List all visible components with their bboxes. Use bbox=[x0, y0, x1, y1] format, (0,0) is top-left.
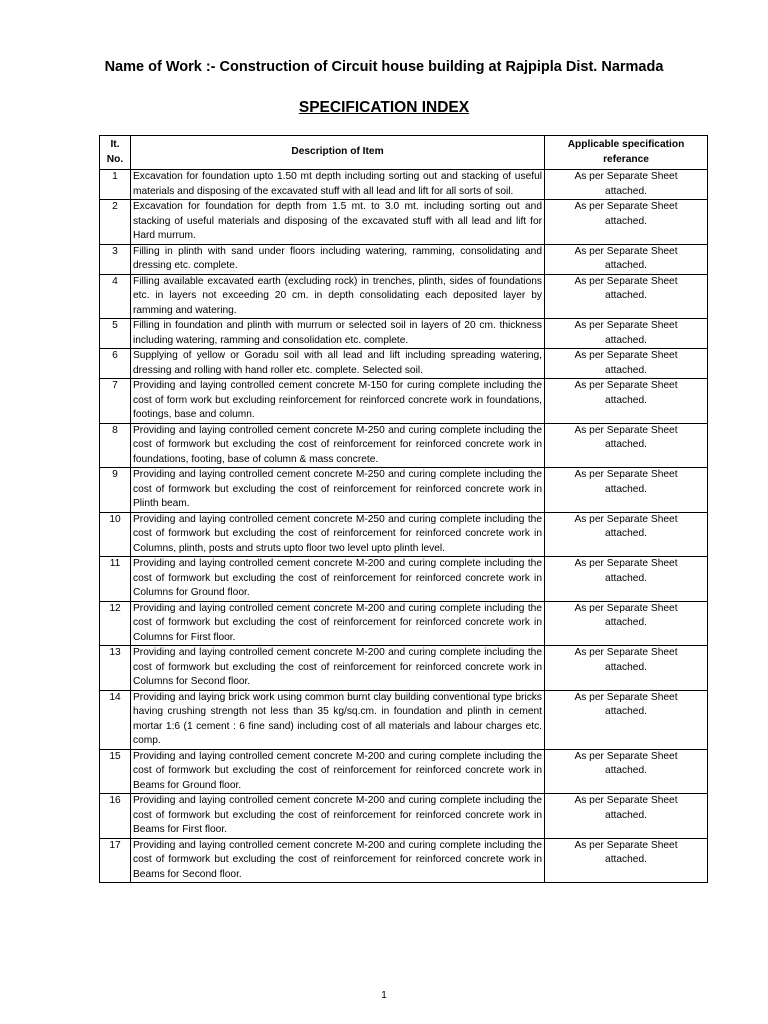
specification-table bbox=[99, 135, 708, 883]
item-number: 16 bbox=[100, 794, 131, 839]
table-row bbox=[100, 200, 708, 245]
table-row bbox=[100, 423, 708, 468]
page-heading: SPECIFICATION INDEX bbox=[298, 99, 470, 116]
item-description: Excavation for foundation upto 1.50 mt depth including sorting out and stacking of useful materials and disposing of the excavated stuff with all lead and lift for all sorts of soil. bbox=[131, 170, 545, 200]
table-row bbox=[100, 379, 708, 424]
table-row bbox=[100, 349, 708, 379]
table-body bbox=[100, 170, 708, 883]
header-description: Description of Item bbox=[131, 136, 545, 170]
item-description: Providing and laying controlled cement concrete M-200 and curing complete including the cost of formwork but excluding the cost of reinforcement for reinforced concrete work in Beams for Ground floor. bbox=[131, 749, 545, 794]
item-description: Providing and laying controlled cement concrete M-200 and curing complete including the cost of formwork but excluding the cost of reinforcement for reinforced concrete work in Beams for Second floor. bbox=[131, 838, 545, 883]
table-row bbox=[100, 794, 708, 839]
item-reference: As per Separate Sheet attached. bbox=[545, 200, 708, 245]
item-number: 10 bbox=[100, 512, 131, 557]
item-reference: As per Separate Sheet attached. bbox=[545, 794, 708, 839]
item-reference: As per Separate Sheet attached. bbox=[545, 170, 708, 200]
item-description: Providing and laying controlled cement concrete M-250 and curing complete including the cost of formwork but excluding the cost of reinforcement for reinforced concrete work in Columns, plinth, posts and struts upto floor two level upto plinth level. bbox=[131, 512, 545, 557]
item-reference: As per Separate Sheet attached. bbox=[545, 512, 708, 557]
item-description: Filling in plinth with sand under floors including watering, ramming, consolidating and dressing etc. complete. bbox=[131, 244, 545, 274]
item-description: Providing and laying controlled cement concrete M-200 and curing complete including the cost of formwork but excluding the cost of reinforcement for reinforced concrete work in Columns for First floor. bbox=[131, 601, 545, 646]
item-number: 5 bbox=[100, 319, 131, 349]
item-reference: As per Separate Sheet attached. bbox=[545, 557, 708, 602]
item-number: 4 bbox=[100, 274, 131, 319]
item-description: Excavation for foundation for depth from 1.5 mt. to 3.0 mt. including sorting out and stacking of useful materials and disposing of the excavated stuff with all lead and lift for Hard murrum. bbox=[131, 200, 545, 245]
item-reference: As per Separate Sheet attached. bbox=[545, 274, 708, 319]
item-number: 7 bbox=[100, 379, 131, 424]
item-reference: As per Separate Sheet attached. bbox=[545, 244, 708, 274]
item-reference: As per Separate Sheet attached. bbox=[545, 646, 708, 691]
table-row bbox=[100, 274, 708, 319]
item-number: 8 bbox=[100, 423, 131, 468]
item-reference: As per Separate Sheet attached. bbox=[545, 423, 708, 468]
item-reference: As per Separate Sheet attached. bbox=[545, 749, 708, 794]
item-number: 6 bbox=[100, 349, 131, 379]
table-row bbox=[100, 319, 708, 349]
page-number: 1 bbox=[381, 990, 387, 1001]
item-number: 12 bbox=[100, 601, 131, 646]
item-description: Filling in foundation and plinth with murrum or selected soil in layers of 20 cm. thickness including watering, ramming and consolidation etc. complete. bbox=[131, 319, 545, 349]
table-row bbox=[100, 170, 708, 200]
table-row bbox=[100, 244, 708, 274]
item-number: 9 bbox=[100, 468, 131, 513]
item-description: Providing and laying controlled cement concrete M-250 and curing complete including the cost of formwork but excluding the cost of reinforcement for reinforced concrete work in foundations, footing, base of column & mass concrete. bbox=[131, 423, 545, 468]
work-title: Name of Work :- Construction of Circuit house building at Rajpipla Dist. Narmada bbox=[104, 59, 664, 75]
table-row bbox=[100, 468, 708, 513]
item-description: Providing and laying brick work using common burnt clay building conventional type bricks having crushing strength not less than 35 kg/sq.cm. in foundation and plinth in cement mortar 1:6 (1 cement : 6 fine sand) including cost of all materials and labour charges etc. comp. bbox=[131, 690, 545, 749]
item-number: 2 bbox=[100, 200, 131, 245]
header-reference: Applicable specification referance bbox=[545, 136, 708, 170]
table-row bbox=[100, 690, 708, 749]
table-row bbox=[100, 749, 708, 794]
table-row bbox=[100, 512, 708, 557]
item-description: Providing and laying controlled cement concrete M-200 and curing complete including the cost of formwork but excluding the cost of reinforcement for reinforced concrete work in Columns for Ground floor. bbox=[131, 557, 545, 602]
table-header-row bbox=[100, 136, 708, 170]
item-number: 3 bbox=[100, 244, 131, 274]
item-description: Supplying of yellow or Goradu soil with all lead and lift including spreading watering, dressing and rolling with hand roller etc. complete. Selected soil. bbox=[131, 349, 545, 379]
header-item-no: It. No. bbox=[100, 136, 131, 170]
item-description: Filling available excavated earth (excluding rock) in trenches, plinth, sides of foundations etc. in layers not exceeding 20 cm. in depth consolidating each deposited layer by ramming and watering. bbox=[131, 274, 545, 319]
item-reference: As per Separate Sheet attached. bbox=[545, 319, 708, 349]
item-description: Providing and laying controlled cement concrete M-150 for curing complete including the cost of form work but excluding reinforcement for reinforced concrete work in foundations, footings, base and column. bbox=[131, 379, 545, 424]
item-reference: As per Separate Sheet attached. bbox=[545, 601, 708, 646]
item-number: 14 bbox=[100, 690, 131, 749]
item-reference: As per Separate Sheet attached. bbox=[545, 379, 708, 424]
item-reference: As per Separate Sheet attached. bbox=[545, 690, 708, 749]
table-row bbox=[100, 838, 708, 883]
item-number: 17 bbox=[100, 838, 131, 883]
item-number: 13 bbox=[100, 646, 131, 691]
item-description: Providing and laying controlled cement concrete M-200 and curing complete including the cost of formwork but excluding the cost of reinforcement for reinforced concrete work in Beams for First floor. bbox=[131, 794, 545, 839]
item-number: 15 bbox=[100, 749, 131, 794]
item-number: 11 bbox=[100, 557, 131, 602]
item-reference: As per Separate Sheet attached. bbox=[545, 838, 708, 883]
table-row bbox=[100, 601, 708, 646]
table-row bbox=[100, 557, 708, 602]
item-reference: As per Separate Sheet attached. bbox=[545, 468, 708, 513]
item-description: Providing and laying controlled cement concrete M-250 and curing complete including the cost of formwork but excluding the cost of reinforcement for reinforced concrete work in Plinth beam. bbox=[131, 468, 545, 513]
item-reference: As per Separate Sheet attached. bbox=[545, 349, 708, 379]
item-number: 1 bbox=[100, 170, 131, 200]
table-row bbox=[100, 646, 708, 691]
item-description: Providing and laying controlled cement concrete M-200 and curing complete including the cost of formwork but excluding the cost of reinforcement for reinforced concrete work in Columns for Second floor. bbox=[131, 646, 545, 691]
